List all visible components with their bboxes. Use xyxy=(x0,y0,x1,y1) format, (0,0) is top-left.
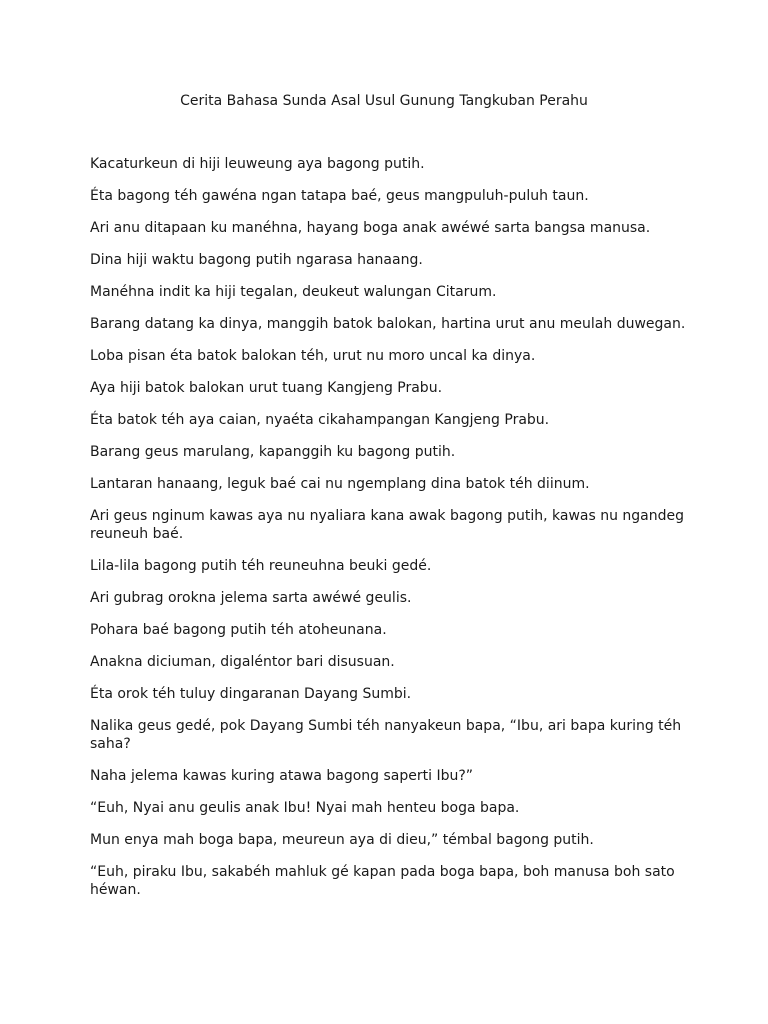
paragraph: Ari gubrag orokna jelema sarta awéwé geulis. xyxy=(90,590,412,606)
paragraph: Dina hiji waktu bagong putih ngarasa hanaang. xyxy=(90,252,423,268)
paragraph: “Euh, piraku Ibu, sakabéh mahluk gé kapan pada boga bapa, boh manusa boh sato héwan. xyxy=(90,864,675,898)
document-body xyxy=(90,155,690,913)
paragraph: Éta bagong téh gawéna ngan tatapa baé, geus mangpuluh-puluh taun. xyxy=(90,188,589,204)
paragraph: Ari anu ditapaan ku manéhna, hayang boga anak awéwé sarta bangsa manusa. xyxy=(90,220,651,236)
paragraph: Barang geus marulang, kapanggih ku bagong putih. xyxy=(90,444,456,460)
document-title: Cerita Bahasa Sunda Asal Usul Gunung Tangkuban Perahu xyxy=(180,93,588,109)
paragraph: Anakna diciuman, digaléntor bari disusuan. xyxy=(90,654,395,670)
paragraph: Loba pisan éta batok balokan téh, urut nu moro uncal ka dinya. xyxy=(90,348,536,364)
paragraph: Barang datang ka dinya, manggih batok balokan, hartina urut anu meulah duwegan. xyxy=(90,316,686,332)
paragraph: Éta orok téh tuluy dingaranan Dayang Sumbi. xyxy=(90,686,412,702)
paragraph: Kacaturkeun di hiji leuweung aya bagong putih. xyxy=(90,156,425,172)
paragraph: “Euh, Nyai anu geulis anak Ibu! Nyai mah henteu boga bapa. xyxy=(90,800,520,816)
paragraph: Nalika geus gedé, pok Dayang Sumbi téh nanyakeun bapa, “Ibu, ari bapa kuring téh saha? xyxy=(90,718,682,752)
paragraph: Manéhna indit ka hiji tegalan, deukeut walungan Citarum. xyxy=(90,284,497,300)
paragraph: Lila-lila bagong putih téh reuneuhna beuki gedé. xyxy=(90,558,432,574)
paragraph: Ari geus nginum kawas aya nu nyaliara kana awak bagong putih, kawas nu ngandeg reuneuh baé. xyxy=(90,508,685,542)
paragraph: Mun enya mah boga bapa, meureun aya di dieu,” témbal bagong putih. xyxy=(90,832,594,848)
paragraph: Lantaran hanaang, leguk baé cai nu ngemplang dina batok téh diinum. xyxy=(90,476,590,492)
paragraph: Éta batok téh aya caian, nyaéta cikahampangan Kangjeng Prabu. xyxy=(90,412,550,428)
paragraph: Naha jelema kawas kuring atawa bagong saperti Ibu?” xyxy=(90,768,474,784)
paragraph: Pohara baé bagong putih téh atoheunana. xyxy=(90,622,387,638)
paragraph: Aya hiji batok balokan urut tuang Kangjeng Prabu. xyxy=(90,380,443,396)
